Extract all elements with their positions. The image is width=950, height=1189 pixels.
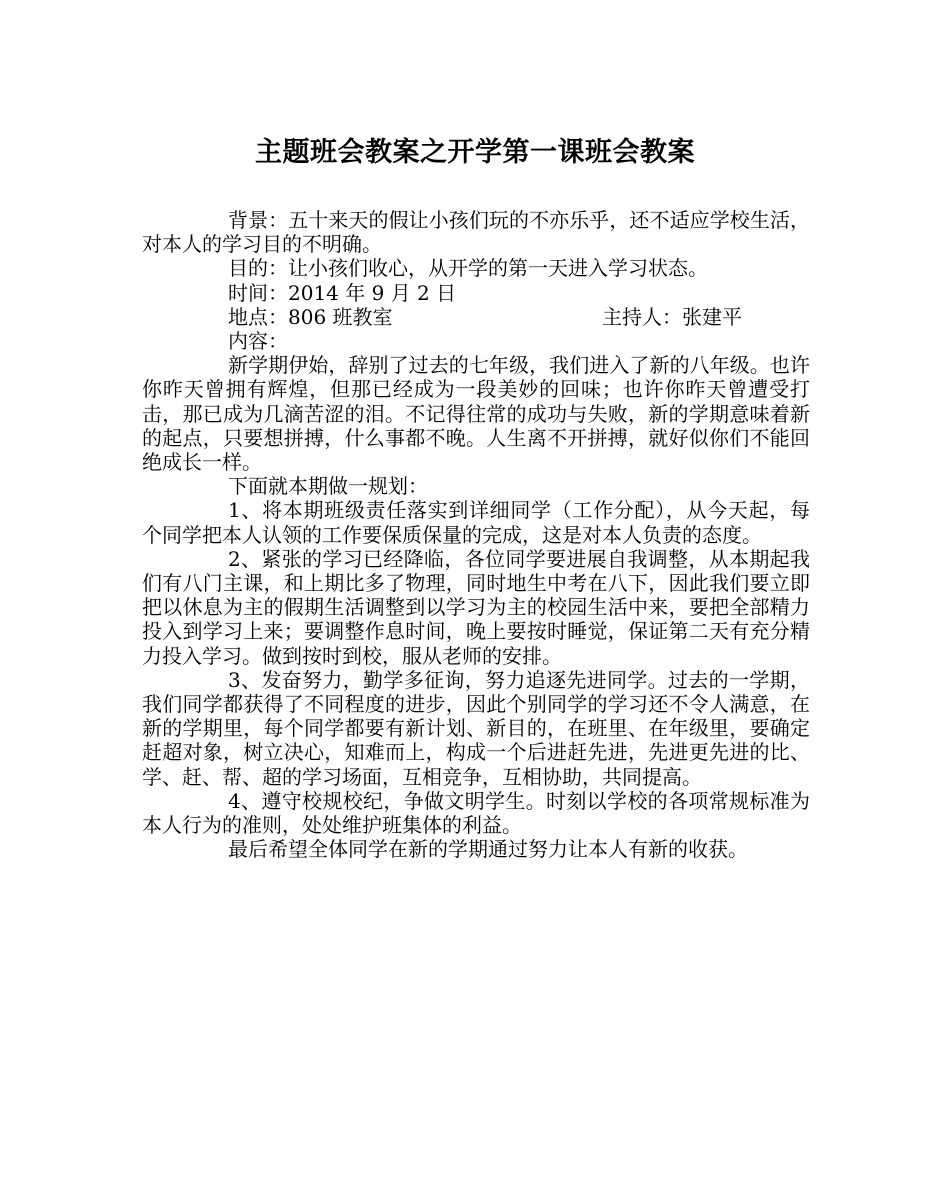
plan-item-3: 3、发奋努力，勤学多征询，努力追逐先进同学。过去的一学期，我们同学都获得了不同程度的进步，因此个别同学的学习还不令人满意，在新的学期里，每个同学都要有新计划、新目的，在班里、在年级里，要确定赶超对象，树立决心，知难而上，构成一个后进赶先进，先进更先进的比、学、赶、帮、超的学习场面，互相竞争，互相协助，共同提高。 bbox=[142, 667, 810, 789]
document-title: 主题班会教案之开学第一课班会教案 bbox=[255, 137, 695, 168]
plan-item-2: 2、紧张的学习已经降临，各位同学要进展自我调整，从本期起我们有八门主课，和上期比多了物理，同时地生中考在八下，因此我们要立即把以休息为主的假期生活调整到以学习为主的校园生活中来，要把全部精力投入到学习上来；要调整作息时间，晚上要按时睡觉，保证第二天有充分精力投入学习。做到按时到校，服从老师的安排。 bbox=[142, 546, 810, 668]
closing-paragraph: 最后希望全体同学在新的学期通过努力让本人有新的收获。 bbox=[228, 837, 748, 862]
time-line: 时间：2014 年 9 月 2 日 bbox=[228, 280, 457, 305]
plan-item-1: 1、将本期班级责任落实到详细同学（工作分配），从今天起，每个同学把本人认领的工作要保质保量的完成，这是对本人负责的态度。 bbox=[142, 498, 810, 547]
document-body bbox=[142, 208, 810, 861]
plan-item-4: 4、遵守校规校纪，争做文明学生。时刻以学校的各项常规标准为本人行为的准则，处处维护班集体的利益。 bbox=[142, 788, 810, 838]
plan-heading: 下面就本期做一规划： bbox=[228, 474, 428, 499]
location-text: 地点：806 班教室 bbox=[228, 304, 393, 329]
host-text: 主持人：张建平 bbox=[602, 304, 742, 329]
content-label: 内容： bbox=[228, 329, 288, 354]
intro-paragraph: 新学期伊始，辞别了过去的七年级，我们进入了新的八年级。也许你昨天曾拥有辉煌，但那已经成为一段美妙的回味；也许你昨天曾遭受打击，那已成为几滴苦涩的泪。不记得往常的成功与失败，新的学期意味着新的起点，只要想拼搏，什么事都不晚。人生离不开拼搏，就好似你们不能回绝成长一样。 bbox=[142, 353, 810, 475]
background-paragraph: 背景：五十来天的假让小孩们玩的不亦乐乎，还不适应学校生活，对本人的学习目的不明确。 bbox=[142, 208, 810, 257]
purpose-line: 目的：让小孩们收心，从开学的第一天进入学习状态。 bbox=[228, 256, 708, 281]
location-host-row bbox=[142, 305, 810, 329]
